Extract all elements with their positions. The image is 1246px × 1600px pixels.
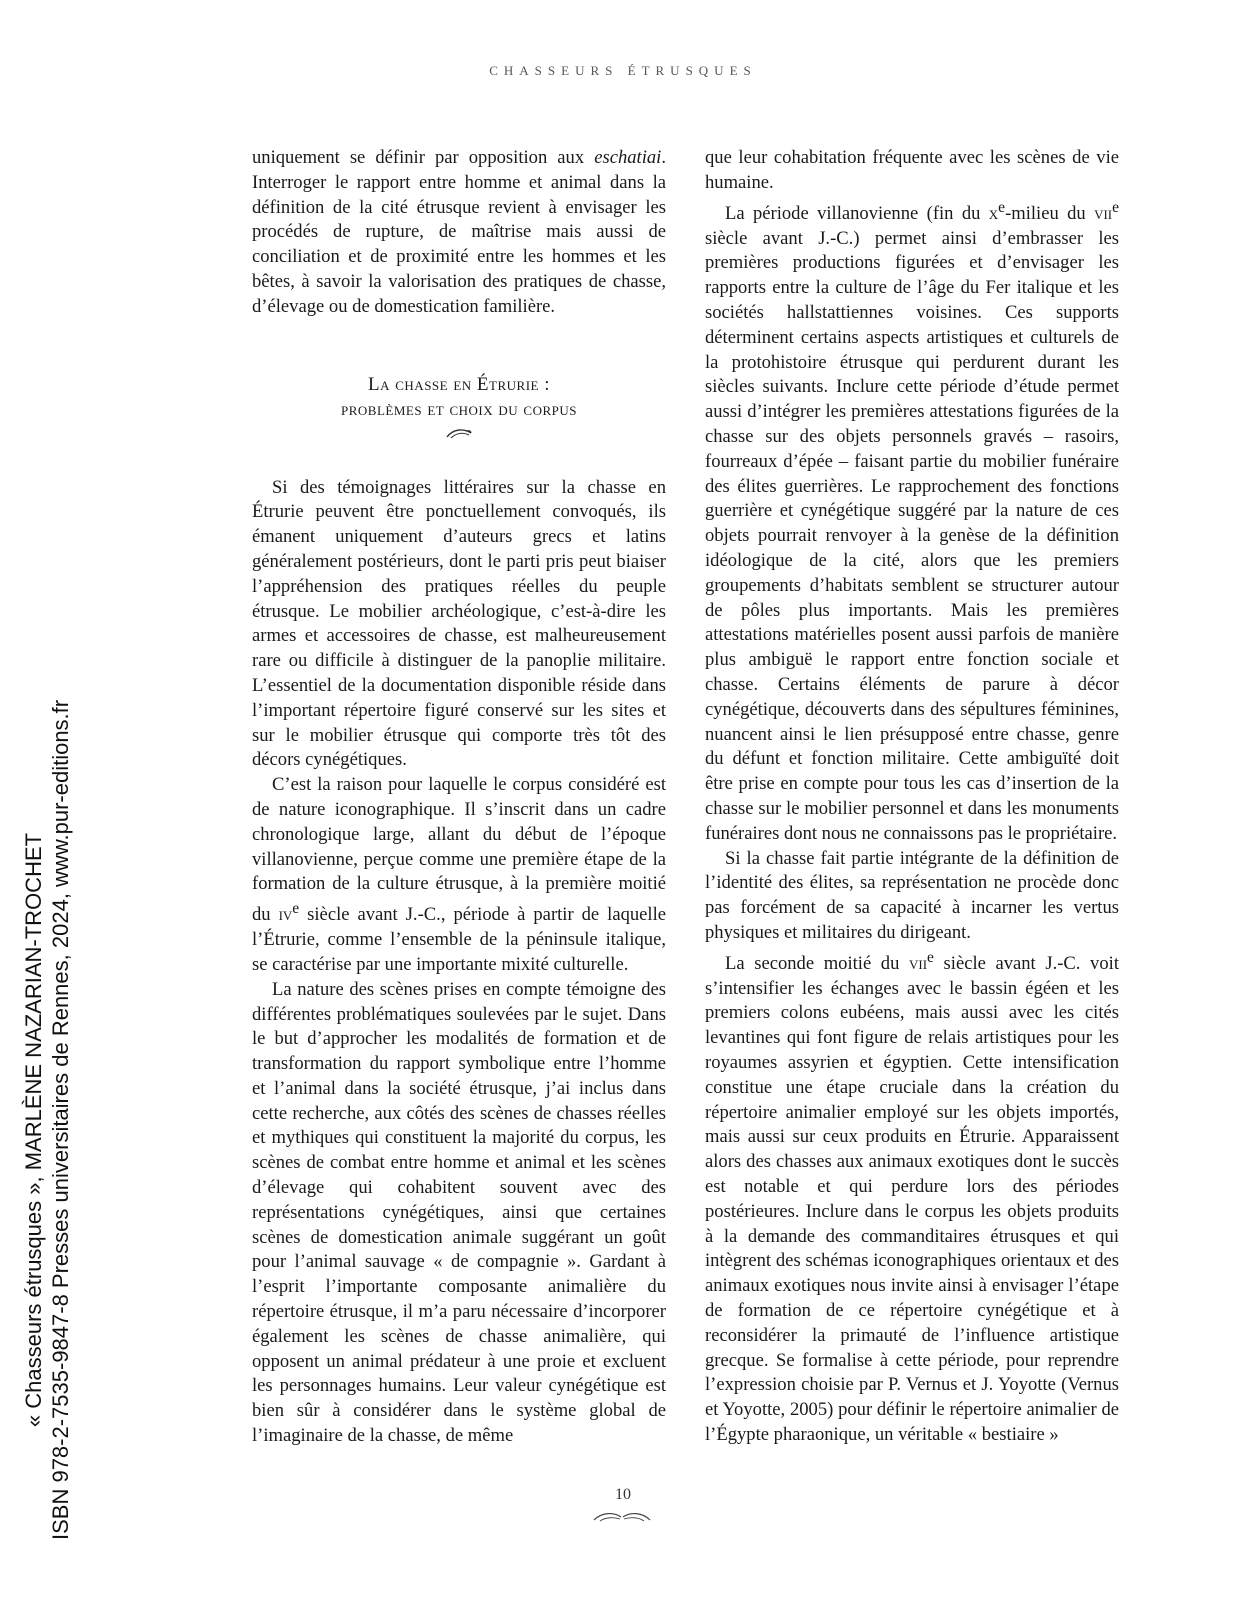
- paragraph: [252, 773, 666, 978]
- text: La seconde moitié du: [725, 952, 909, 974]
- left-column: [252, 146, 666, 1449]
- paragraph: que leur cohabitation fréquente avec les scènes de vie humaine.: [705, 147, 1119, 193]
- running-head: CHASSEURS ÉTRUSQUES: [489, 63, 757, 78]
- text: siècle avant J.-C.) permet ainsi d’embrasser les premières productions figurées et d’envisager les rapports entre la culture de l’âge du Fer italique et les sociétés hallstattiennes voisines. Ces supports déterminent certains aspects artistiques et culturels de la protohistoire étrusque qui perdurent durant les siècles suivants. Inclure cette période d’étude permet aussi d’intégrer les premières attestations figurées de la chasse sur des objets personnels gravés – rasoirs, fourreaux d’épée – faisant partie du mobilier funéraire des élites guerrières. Le rapprochement des fonctions guerrière et cynégétique suggéré par la nature de ces objets pourrait renvoyer à la genèse de la définition idéologique de la cité, alors que les premiers groupements d’habitats semblent se structurer autour de pôles plus importants. Mais les premières attestations matérielles posent aussi parfois de manière plus ambiguë le rapport entre fonction sociale et chasse. Certains éléments de parure à décor cynégétique, découverts dans des sépultures féminines, nuancent ainsi le lien présupposé entre chasse, genre du défunt et fonction militaire. Cette ambiguïté doit être prise en compte pour tous les cas d’insertion de la chasse sur le mobilier personnel et dans les monuments funéraires dont nous ne connaissons pas le propriétaire.: [705, 227, 1119, 844]
- superscript: e: [998, 198, 1006, 216]
- folio-ornament-icon: [592, 1508, 652, 1524]
- copyright-sidebar: [20, 699, 74, 1540]
- copyright-line: « Chasseurs étrusques », MARLÈNE NAZARIAN-TROCHET: [21, 832, 46, 1428]
- text: C’est la raison pour laquelle le corpus considéré est de nature iconographique. Il s’inscrit dans un cadre chronologique large, allant du début de l’époque villanovienne, perçue comme une première étape de la formation de la culture étrusque, à la première moitié du: [252, 774, 666, 926]
- text: uniquement se définir par opposition aux: [252, 147, 595, 168]
- small-caps-text: x: [988, 202, 999, 224]
- right-column: [705, 146, 1119, 1448]
- section-heading: [252, 372, 666, 422]
- text: La période villanovienne (fin du: [725, 202, 989, 224]
- section-heading-line: problèmes et choix du corpus: [341, 398, 577, 420]
- paragraph: [705, 946, 1119, 1448]
- text: -milieu du: [1005, 202, 1095, 224]
- text: siècle avant J.-C. voit s’intensifier les échanges avec le bassin égéen et les premiers colons eubéens, mais aussi avec les cités levantines qui font figure de relais artistiques pour les royaumes assyrien et égyptien. Cette intensification constitue une étape cruciale dans la création du répertoire animalier employé sur les objets importés, mais aussi sur ceux produits en Étrurie. Apparaissent alors des chasses aux animaux exotiques dont le succès est notable et qui perdure lors des périodes postérieures. Inclure dans le corpus les objets produits à la demande des commanditaires étrusques et qui intègrent des schémas iconographiques orientaux et des animaux exotiques nous invite ainsi à envisager l’étape de formation de ce répertoire cynégétique et à reconsidérer la primauté de l’influence artistique grecque. Se formalise à cette période, pour reprendre l’expression choisie par P. Vernus et J. Yoyotte (Vernus et Yoyotte, 2005) pour définir le répertoire animalier de l’Égypte pharaonique, un véritable « bestiaire »: [705, 952, 1119, 1446]
- paragraph: Si la chasse fait partie intégrante de la définition de l’identité des élites, sa représentation ne procède donc pas forcément de sa capacité à incarner les vertus physiques et militaires du dirigeant.: [705, 847, 1119, 943]
- superscript: e: [927, 948, 934, 966]
- paragraph: La nature des scènes prises en compte témoigne des différentes problématiques soulevées par le sujet. Dans le but d’approcher les modalités de formation et de transformation du rapport symbolique entre l’homme et l’animal dans la société étrusque, j’ai inclus dans cette recherche, aux côtés des scènes de chasses réelles et mythiques qui constituent la majorité du corpus, les scènes de combat entre homme et animal et les scènes d’élevage qui cohabitent souvent avec des représentations cynégétiques, ainsi que certaines scènes de domestication animale suggérant un goût pour l’animal sauvage « de compagnie ». Gardant à l’esprit l’importante composante animalière du répertoire étrusque, il m’a paru nécessaire d’incorporer également les scènes de chasse animalière, qui opposent un animal prédateur à une proie et excluent les personnages humains. Leur valeur cynégétique est bien sûr à considérer dans le système global de l’imaginaire de la chasse, de même: [252, 978, 666, 1447]
- copyright-line: ISBN 978-2-7535-9847-8 Presses universitaires de Rennes, 2024, www.pur-editions.fr: [48, 699, 73, 1540]
- superscript: e: [292, 900, 300, 918]
- text: . Interroger le rapport entre homme et animal dans la définition de la cité étrusque revient à envisager les procédés de rupture, de maîtrise mais aussi de conciliation et de proximité entre les hommes et les bêtes, à savoir la valorisation des pratiques de chasse, d’élevage ou de domestication familière.: [252, 147, 666, 317]
- text: siècle avant J.-C., période à partir de laquelle l’Étrurie, comme l’ensemble de la péninsule italique, se caractérise par une importante mixité culturelle.: [252, 904, 666, 975]
- paragraph: Si des témoignages littéraires sur la chasse en Étrurie peuvent être ponctuellement convoqués, ils émanent uniquement d’auteurs grecs et latins généralement postérieurs, dont le parti pris peut biaiser l’appréhension des pratiques réelles du peuple étrusque. Le mobilier archéologique, c’est-à-dire les armes et accessoires de chasse, est malheureusement rare ou difficile à distinguer de la panoplie militaire. L’essentiel de la documentation disponible réside dans l’important répertoire figuré conservé sur les sites et sur le mobilier étrusque qui comporte très tôt des décors cynégétiques.: [252, 476, 666, 771]
- superscript: e: [1112, 198, 1119, 216]
- small-caps-text: iv: [278, 904, 293, 926]
- heading-ornament-icon: [252, 424, 666, 442]
- small-caps-text: vii: [909, 952, 928, 974]
- paragraph: [705, 196, 1119, 847]
- section-heading-line: La chasse en Étrurie :: [368, 373, 550, 395]
- page-number: 10: [615, 1486, 631, 1503]
- paragraph: [252, 146, 666, 320]
- emphasis: eschatiai: [594, 147, 662, 168]
- small-caps-text: vii: [1094, 202, 1113, 224]
